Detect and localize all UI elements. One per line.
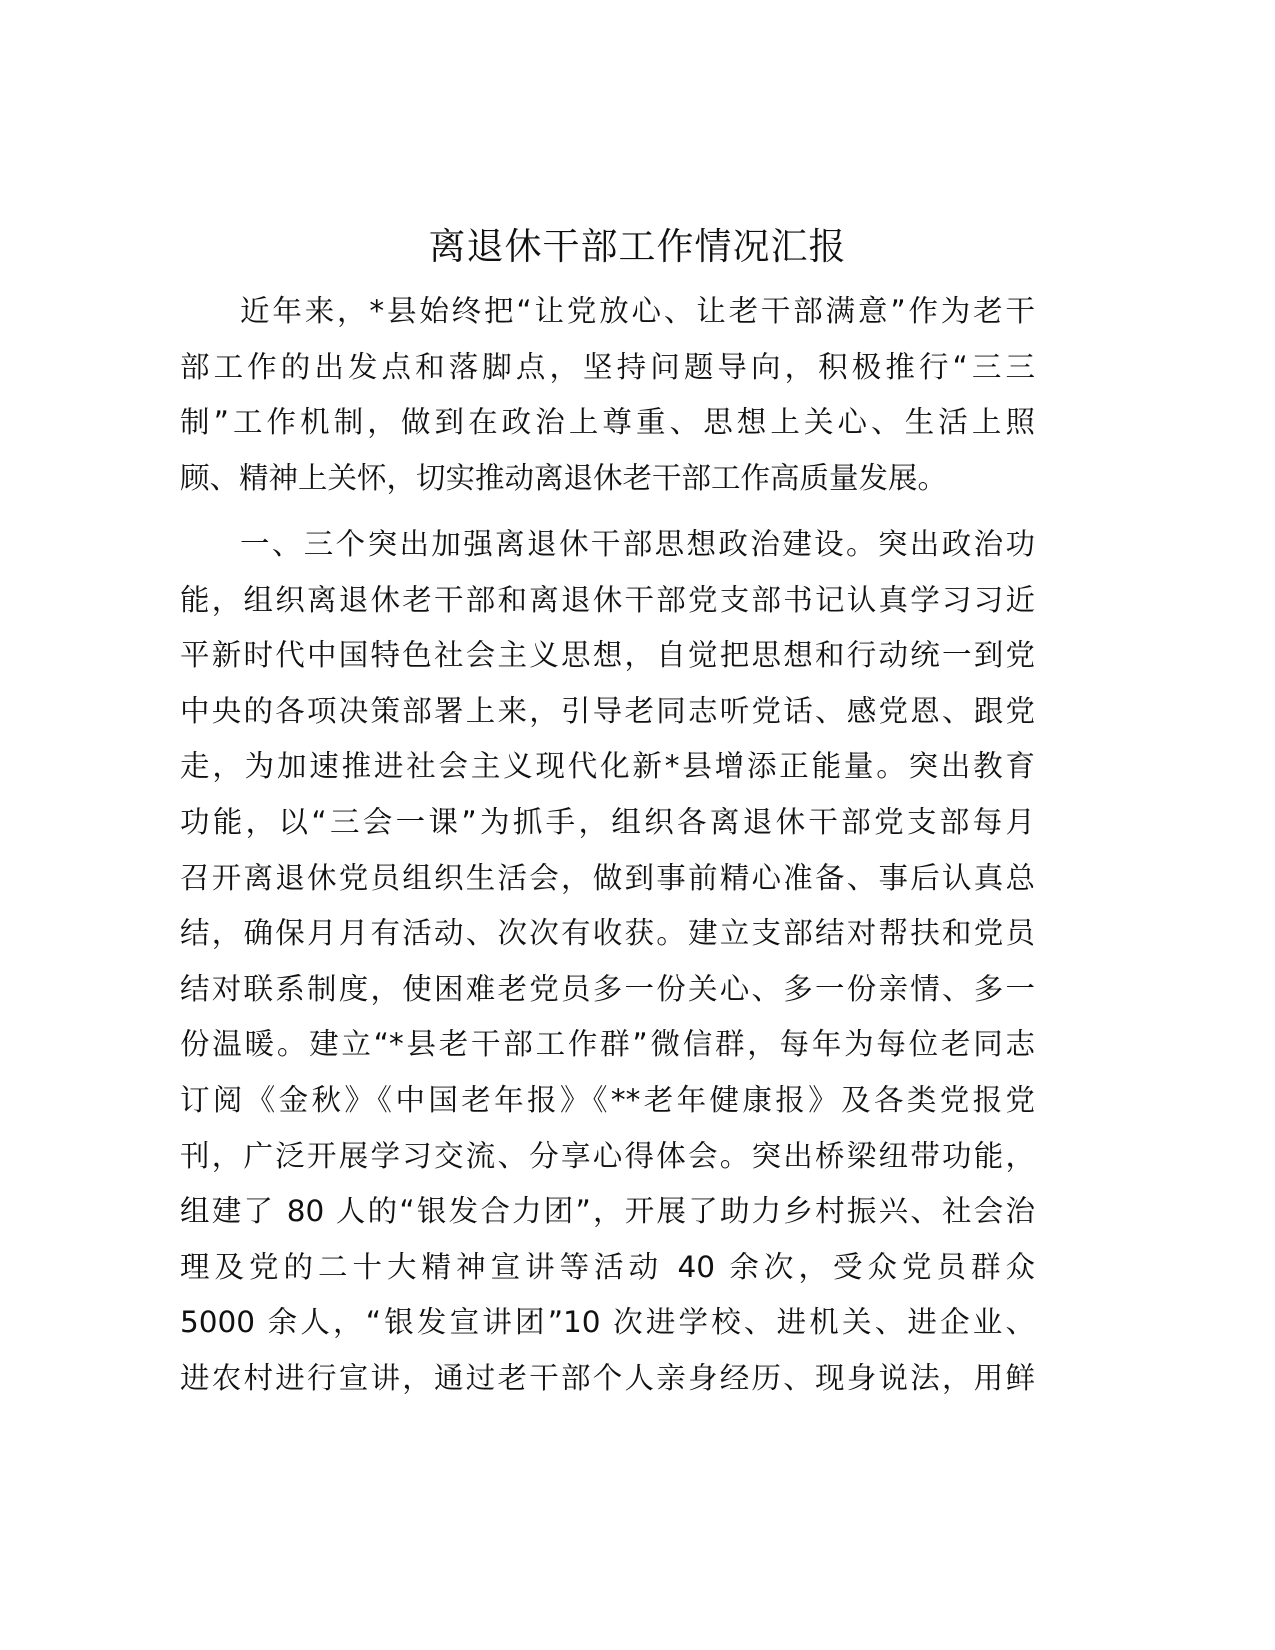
paragraph-section-1	[180, 517, 1035, 1407]
text-line: 制”工作机制，做到在政治上尊重、思想上关心、生活上照	[180, 405, 1035, 440]
text-line: 进农村进行宣讲，通过老干部个人亲身经历、现身说法，用鲜	[180, 1360, 1035, 1395]
text-line: 召开离退休党员组织生活会，做到事前精心准备、事后认真总	[180, 860, 1035, 895]
text-line: 平新时代中国特色社会主义思想，自觉把思想和行动统一到党	[180, 638, 1035, 673]
text-line: 刊，广泛开展学习交流、分享心得体会。突出桥梁纽带功能，	[180, 1138, 1035, 1173]
page-title: 离退休干部工作情况汇报	[428, 225, 847, 268]
text-line: 理及党的二十大精神宣讲等活动 40 余次，受众党员群众	[180, 1249, 1035, 1284]
text-line: 顾、精神上关怀，切实推动离退休老干部工作高质量发展。	[180, 460, 948, 495]
text-line: 部工作的出发点和落脚点，坚持问题导向，积极推行“三三	[180, 349, 1035, 384]
text-line: 结对联系制度，使困难老党员多一份关心、多一份亲情、多一	[180, 971, 1035, 1006]
text-line: 中央的各项决策部署上来，引导老同志听党话、感党恩、跟党	[180, 693, 1035, 728]
text-line: 功能，以“三会一课”为抓手，组织各离退休干部党支部每月	[180, 804, 1035, 839]
text-line: 组建了 80 人的“银发合力团”，开展了助力乡村振兴、社会治	[180, 1194, 1035, 1229]
text-line: 订阅《金秋》《中国老年报》《**老年健康报》及各类党报党	[180, 1082, 1035, 1117]
text-line: 能，组织离退休老干部和离退休干部党支部书记认真学习习近	[180, 582, 1035, 617]
text-line: 结，确保月月有活动、次次有收获。建立支部结对帮扶和党员	[180, 916, 1035, 951]
text-line: 份温暖。建立“*县老干部工作群”微信群，每年为每位老同志	[180, 1027, 1035, 1062]
text-line: 5000 余人，“银发宣讲团”10 次进学校、进机关、进企业、	[180, 1305, 1035, 1340]
text-line: 走，为加速推进社会主义现代化新*县增添正能量。突出教育	[180, 749, 1035, 784]
text-line: 近年来，*县始终把“让党放心、让老干部满意”作为老干	[240, 294, 1035, 328]
paragraph-intro	[180, 284, 1035, 506]
text-line: 一、三个突出加强离退休干部思想政治建设。突出政治功	[240, 527, 1035, 561]
